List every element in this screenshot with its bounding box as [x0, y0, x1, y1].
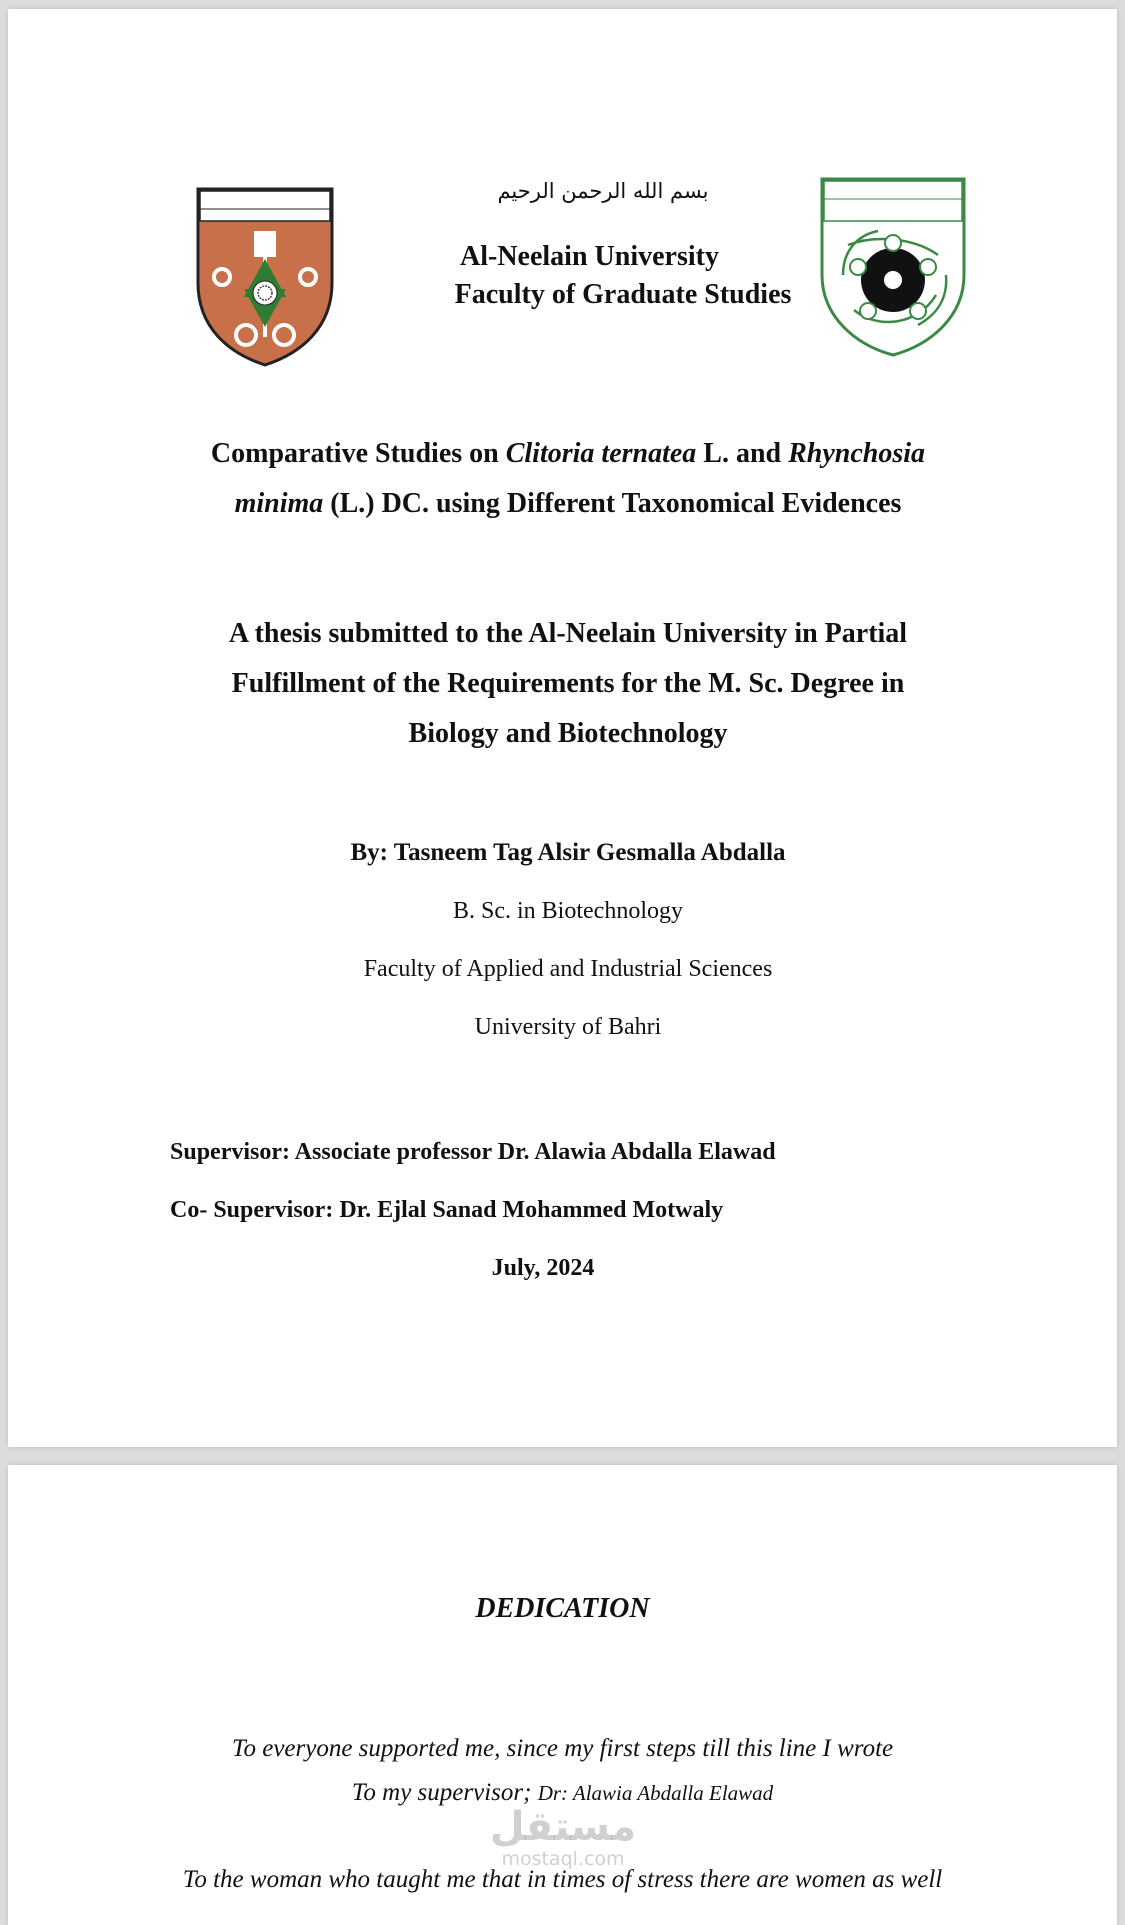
title-species1: Clitoria ternatea — [505, 438, 697, 469]
mostaql-watermark — [488, 1805, 638, 1875]
author-degree: B. Sc. in Biotechnology — [453, 898, 683, 924]
faculty-science-technology-logo — [818, 175, 968, 359]
submission-line2: Fulfillment of the Requirements for the M. Sc. Degree in — [231, 668, 905, 699]
author-university: University of Bahri — [474, 1014, 662, 1040]
thesis-title — [168, 429, 968, 529]
title-species2: Rhynchosia — [788, 438, 926, 469]
dedication-supervisor-name: Dr: Alawia Abdalla Elawad — [537, 1781, 774, 1805]
submission-line3: Biology and Biotechnology — [408, 718, 728, 749]
basmala: بسم الله الرحمن الرحيم — [497, 179, 709, 203]
submission-line1: A thesis submitted to the Al-Neelain University in Partial — [228, 618, 908, 649]
title-line2-species: minima — [234, 488, 324, 519]
submission-statement — [168, 609, 968, 759]
faculty-name: Faculty of Graduate Studies — [454, 279, 792, 310]
watermark-arabic: مستقل — [489, 1804, 637, 1850]
al-neelain-shield-icon — [194, 187, 336, 367]
author-name: By: Tasneem Tag Alsir Gesmalla Abdalla — [350, 839, 786, 866]
supervisor: Supervisor: Associate professor Dr. Alawia Abdalla Elawad — [170, 1139, 776, 1165]
title-part2: L. and — [696, 438, 789, 469]
title-line2-rest: (L.) DC. using Different Taxonomical Evidences — [323, 488, 902, 519]
title-part1: Comparative Studies on — [210, 438, 506, 469]
science-technology-shield-icon — [818, 175, 968, 359]
co-supervisor: Co- Supervisor: Dr. Ejlal Sanad Mohammed Motwaly — [170, 1197, 724, 1223]
dedication-supervisor-line — [8, 1779, 1117, 1807]
watermark-domain: mostaql.com — [501, 1848, 625, 1870]
dedication-line: To everyone supported me, since my first steps till this line I wrote — [231, 1735, 894, 1762]
submission-date: July, 2024 — [491, 1255, 595, 1281]
dedication-line2-main: To my supervisor; — [351, 1779, 538, 1806]
author-faculty: Faculty of Applied and Industrial Sciences — [363, 956, 773, 982]
cover-page — [8, 9, 1117, 1447]
university-name: Al-Neelain University — [460, 241, 719, 272]
dedication-line: To the woman who taught me that in times of stress there are women as well — [182, 1866, 943, 1893]
dedication-heading: DEDICATION — [475, 1593, 650, 1624]
al-neelain-university-logo — [194, 187, 336, 367]
